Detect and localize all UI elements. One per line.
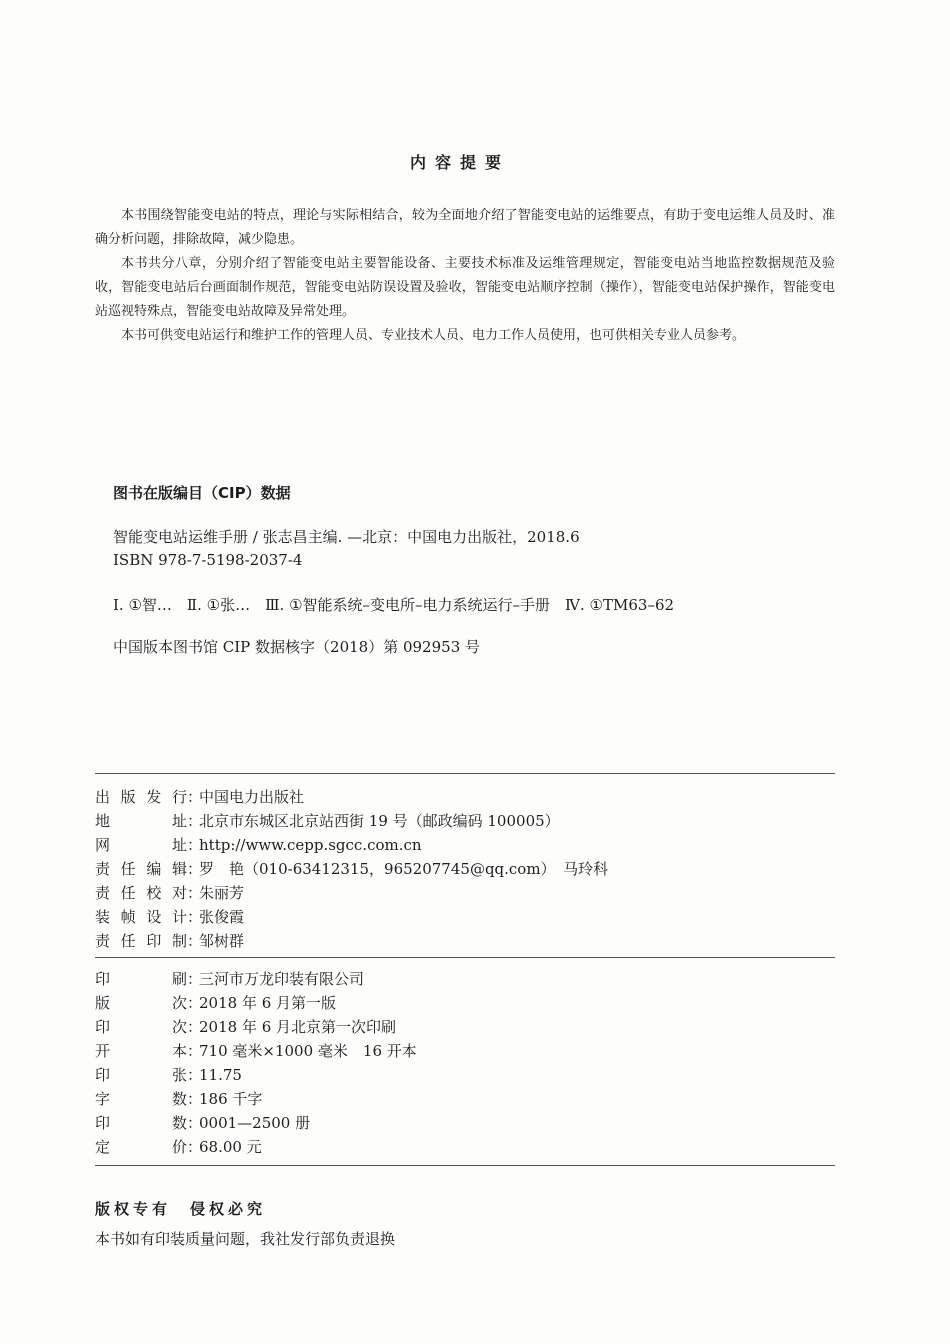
info-row: 字数 ： 186 千字 (95, 1087, 835, 1111)
info-row: 地址 ： 北京市东城区北京站西街 19 号（邮政编码 100005） (95, 809, 835, 833)
cip-heading: 图书在版编目（CIP）数据 (113, 484, 291, 502)
info-row: 装帧设计 ： 张俊霞 (95, 905, 835, 929)
info-value: http://www.cepp.sgcc.com.cn (199, 836, 422, 854)
cip-title-line: 智能变电站运维手册 / 张志昌主编. —北京：中国电力出版社，2018.6 (113, 528, 580, 546)
info-row: 责任编辑 ： 罗 艳（010-63412315，965207745@qq.com） 马玲科 (95, 857, 835, 881)
copyright-note: 本书如有印装质量问题，我社发行部负责退换 (95, 1230, 396, 1248)
info-row: 印数 ： 0001—2500 册 (95, 1111, 835, 1135)
info-value: 三河市万龙印装有限公司 (199, 970, 365, 988)
abstract-body (95, 204, 835, 348)
info-row: 版次 ： 2018 年 6 月第一版 (95, 991, 835, 1015)
info-row: 印张 ： 11.75 (95, 1063, 835, 1087)
info-row: 印刷 ： 三河市万龙印装有限公司 (95, 967, 835, 991)
info-value: 北京市东城区北京站西街 19 号（邮政编码 100005） (199, 812, 560, 830)
info-value: 2018 年 6 月北京第一次印刷 (199, 1018, 397, 1036)
divider (95, 957, 835, 958)
divider (95, 1165, 835, 1166)
info-label: 出版发行 (95, 788, 187, 806)
info-label: 责任校对 (95, 884, 187, 902)
info-value: 11.75 (199, 1066, 242, 1084)
info-label: 地址 (95, 812, 187, 830)
info-label: 责任印制 (95, 932, 187, 950)
cip-record-number: 中国版本图书馆 CIP 数据核字（2018）第 092953 号 (113, 638, 481, 656)
info-label: 版次 (95, 994, 187, 1012)
info-value: 罗 艳（010-63412315，965207745@qq.com） 马玲科 (199, 860, 609, 878)
publisher-info (95, 785, 835, 953)
info-row: 定价 ： 68.00 元 (95, 1135, 835, 1159)
abstract-title: 内容提要 (409, 153, 510, 172)
info-label: 装帧设计 (95, 908, 187, 926)
info-row: 出版发行 ： 中国电力出版社 (95, 785, 835, 809)
info-label: 网址 (95, 836, 187, 854)
info-row: 责任印制 ： 邹树群 (95, 929, 835, 953)
info-label: 开本 (95, 1042, 187, 1060)
info-value: 0001—2500 册 (199, 1114, 311, 1132)
info-label: 字数 (95, 1090, 187, 1108)
info-row: 网址 ： http://www.cepp.sgcc.com.cn (95, 833, 835, 857)
info-value: 2018 年 6 月第一版 (199, 994, 337, 1012)
info-label: 印刷 (95, 970, 187, 988)
abstract-paragraph: 本书可供变电站运行和维护工作的管理人员、专业技术人员、电力工作人员使用，也可供相关专业人员参考。 (121, 328, 746, 343)
info-label: 责任编辑 (95, 860, 187, 878)
info-value: 中国电力出版社 (199, 788, 305, 806)
print-info (95, 967, 835, 1159)
copyright-heading: 版权专有 侵权必究 (95, 1200, 267, 1218)
abstract-paragraph: 本书围绕智能变电站的特点，理论与实际相结合，较为全面地介绍了智能变电站的运维要点，有助于变电运维人员及时、准确分析问题，排除故障，减少隐患。 (95, 208, 835, 247)
cip-isbn: ISBN 978-7-5198-2037-4 (113, 551, 303, 569)
info-label: 印次 (95, 1018, 187, 1036)
divider (95, 773, 835, 774)
cip-classification: Ⅰ. ①智… Ⅱ. ①张… Ⅲ. ①智能系统–变电所–电力系统运行–手册 Ⅳ. ①TM63–62 (113, 596, 675, 614)
info-label: 印数 (95, 1114, 187, 1132)
info-row: 开本 ： 710 毫米×1000 毫米 16 开本 (95, 1039, 835, 1063)
abstract-paragraph: 本书共分八章，分别介绍了智能变电站主要智能设备、主要技术标准及运维管理规定，智能变电站当地监控数据规范及验收，智能变电站后台画面制作规范，智能变电站防误设置及验收，智能变电站顺序控制（操作），智能变电站保护操作，智能变电站巡视特殊点，智能变电站故障及异常处理。 (95, 256, 835, 319)
info-value: 邹树群 (199, 932, 245, 950)
info-row: 责任校对 ： 朱丽芳 (95, 881, 835, 905)
info-label: 定价 (95, 1138, 187, 1156)
info-value: 朱丽芳 (199, 884, 245, 902)
info-value: 186 千字 (199, 1090, 263, 1108)
info-value: 68.00 元 (199, 1138, 262, 1156)
info-value: 张俊霞 (199, 908, 245, 926)
info-label: 印张 (95, 1066, 187, 1084)
info-value: 710 毫米×1000 毫米 16 开本 (199, 1042, 417, 1060)
info-row: 印次 ： 2018 年 6 月北京第一次印刷 (95, 1015, 835, 1039)
